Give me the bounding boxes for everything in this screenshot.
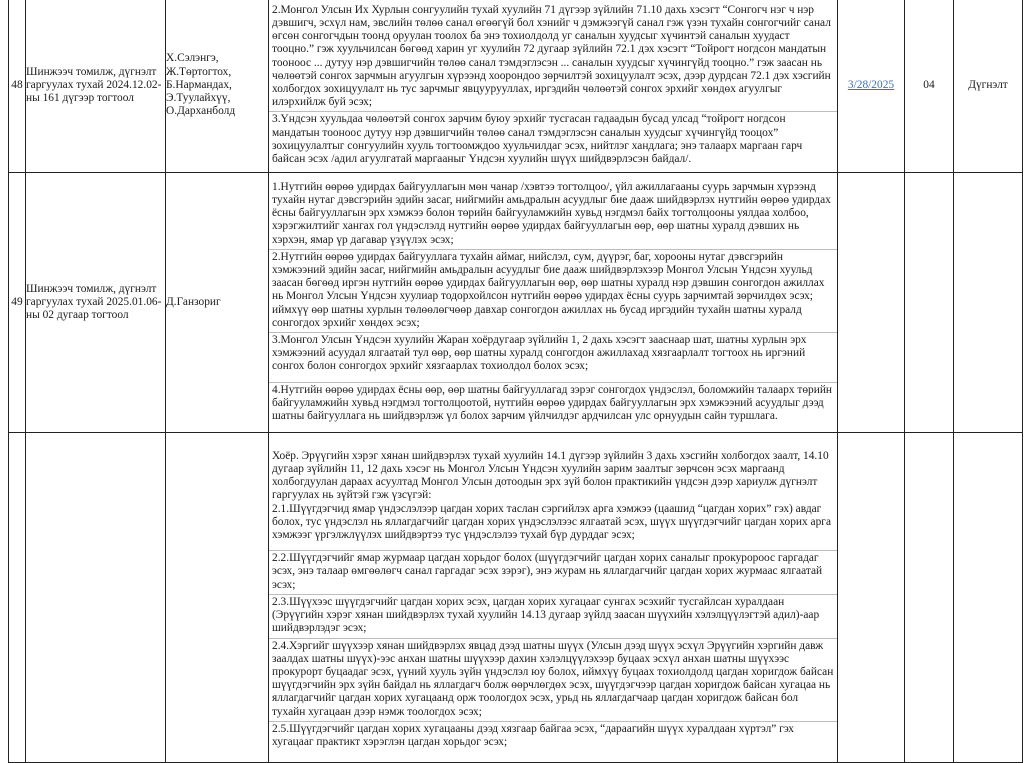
question-paragraph: 2.2.Шүүгдэгчийг ямар журмаар цагдан хорьдог болох (шүүгдэгчийг цагдан хорих саналыг прокуророос гаргадаг эсэх, энэ талаар өмгөөлөгч санал гаргадаг эсэх зэрэг), энэ журам нь яллагдагчийг цагдан хорих журмаас ялгаатай эсэх; xyxy=(269,551,837,595)
date-cell xyxy=(838,433,905,763)
question-paragraph: 2.Монгол Улсын Их Хурлын сонгуулийн тухай хуулийн 71 дүгээр зүйлийн 71.10 дахь хэсэгт “Сонгогч нэг ч нэр дэвшигч, эсхүл нам, эвслийн төлөө санал өгөөгүй бол хэнийг ч дэмжээгүй санал гэж үзэн тухайн сонгогчийг санал өгсөн сонгогчдын тоонд оруулан тоолох ба энэ тохиолдолд уг саналын хуудсыг хүчинтэй саналын хуудаст тооцно.” гэж хуульчилсан бөгөөд харин уг хуулийн 72 дугаар зүйлийн 72.1 дэх хэсэгт “Тойрогт ногдсон мандатын тооноос ... дутуу нэр дэвшигчийн төлөө санал тэмдэглэсэн ... саналын хуудсыг хүчингүйд тооцно.” гэж заасан нь чөлөөтэй сонгох зарчмын агуулгын хүрээнд хоорондоо зөрчилтэй зохицуулалт эсэх, дээр дурдсан 72.1 дэх хэсгийн холбогдох зохицуулалт нь тус зарчмыг явцуурууллах, иргэдийн чөлөөтэй сонгох эрхийг хөндөх агуулгыг илэрхийлж буй эсэх; xyxy=(269,3,837,113)
author-name: Х.Сэлэнгэ, xyxy=(166,52,219,65)
resolution-title: Шинжээч томилж, дүгнэлт гаргуулах тухай 2024.12.02-ны 161 дүгээр тогтоол xyxy=(26,0,166,173)
authors-cell xyxy=(166,0,269,173)
row-number: 49 xyxy=(9,173,26,433)
table-row xyxy=(9,173,1023,433)
type-cell xyxy=(954,433,1023,763)
question-paragraph: 2.5.Шүүгдэгчийг цагдан хорих хугацааны дээд хязгаар байгаа эсэх, “дараагийн шүүх хуралдаан хүртэл” гэх хугацааг практикт хэрэглэн цагдан хорьдог эсэх; xyxy=(272,722,794,748)
date-cell xyxy=(838,173,905,433)
author-name: Д.Ганзориг xyxy=(166,295,221,308)
question-paragraph: 3.Үндсэн хуульдаа чөлөөтэй сонгох зарчим буюу эрхийг тусгасан гадаадын бусад улсад “тойрогт ногдсон мандатын тооноос дутуу нэр дэвшигчийн төлөө санал тэмдэглэсэн саналын хуудсыг хүчингүйд тооцох” зохицуулалтыг сонгуулийн хууль тогтоомждоо хуульчилдаг эсэх, нийтлэг хандлага; энэ талаарх маргаан гарч байсан эсэх /адил агуулгатай маргааныг Үндсэн хуулийн шүүх шийдвэрлэсэн байдал/. xyxy=(272,113,803,166)
questions-cell xyxy=(269,433,838,763)
authors-cell xyxy=(166,433,269,763)
question-paragraph: 1.Нутгийн өөрөө удирдах байгууллагын мөн чанар /хэвтээ тогтолцоо/, үйл ажиллагааны суурь зарчмын хүрээнд тухайн нутаг дэвсгэрийн эдийн засаг, нийгмийн амьдралын асуудлыг бие дааж шийдвэрлэх нутгийн өөрөө удирдах ёсны байгууллагын эрх хэмжээ болон төрийн байгууламжийн хувьд нэгдмэл байх тогтолцооны уялдаа холбоо, хэрэгжилтийг хангах гол үндэслэлд нутгийн өөрөө удирдах байгууллагын өөр, өөр шатны хуралд дэвших нь хэрхэн, ямар үр дагавар үзүүлэх эсэх; xyxy=(269,180,837,250)
count-cell: 04 xyxy=(905,0,954,173)
author-name: Э.Туулайхүү, xyxy=(166,92,231,105)
questions-cell xyxy=(269,173,838,433)
resolution-title: Шинжээч томилж, дүгнэлт гаргуулах тухай 2025.01.06-ны 02 дугаар тогтоол xyxy=(26,173,166,433)
author-name: Б.Нармандах, xyxy=(166,78,232,91)
question-paragraph: 2.4.Хэргийг шүүхээр хянан шийдвэрлэх явцад дээд шатны шүүх (Улсын дээд шүүх эсхүл Эрүүгийн хэргийн давж заалдах шатны шүүх)-ээс анхан шатны шүүхээр дахин хэлэлцүүлэхээр буцаах эсхүл анхан шатны шүүхээс прокурорт буцаадаг эсэх, үүний хууль зүйн үндэслэл юу болох, иймхүү буцаах тохиолдолд цагдан хоригдож байсан шүүгдэгчийн эрх зүйн байдал нь яллагдагч болж өөрчлөгдөх эсэх, шүүгдэгчээр цагдан хоригдож байсан хугацаа нь яллагдагчийг цагдан хорих хугацаанд орж тоологдох эсэх, урьд нь яллагдагчаар цагдан хоригдож байсан бол тухайн хугацаан дээр нэмж тоологдох эсэх; xyxy=(269,639,837,722)
question-paragraph: 3.Монгол Улсын Үндсэн хуулийн Жаран хоёрдугаар зүйлийн 1, 2 дахь хэсэгт зааснаар шат, шатны хурлын эрх хэмжээний асуудал ялгаатай тул өөр, өөр шатны хуралд сонгогдон ажиллахад хязгаарлалт тогтоох нь иргэний сонгох болон сонгогдох эрхийг хязгаарлах тохиолдол болох эсэх; xyxy=(269,333,837,383)
date-cell xyxy=(838,0,905,173)
table-row xyxy=(9,0,1023,173)
question-paragraph: 2.Нутгийн өөрөө удирдах байгууллага тухайн аймаг, нийслэл, сум, дүүрэг, баг, хорооны нутаг дэвсгэрийн хэмжээний эдийн засаг, нийгмийн амьдралын асуудлыг бие дааж шийдвэрлэхээр Монгол Улсын Үндсэн хуульд заасан бөгөөд иргэн нутгийн өөрөө удирдах байгууллагын өөр, өөр шатны хуралд нэр дэвшин сонгогдон ажиллах нь Монгол Улсын Үндсэн хуулиар тодорхойлсон нутгийн өөрөө удирдах ёсны суурь зарчимтай зөрчилдөх эсэх; иймхүү өөр шатны хурлын төлөөлөгчөөр давхар сонгогдон ажиллах нь бусад иргэдийн тухайн шатны хуралд сонгогдох эрхийг хөндөх эсэх; xyxy=(269,250,837,333)
row-number xyxy=(9,433,26,763)
author-name: О.Дарханболд xyxy=(166,105,236,118)
authors-cell xyxy=(166,173,269,433)
questions-cell xyxy=(269,0,838,173)
table-row xyxy=(9,433,1023,763)
resolution-title xyxy=(26,433,166,763)
count-cell xyxy=(905,173,954,433)
question-paragraph: Хоёр. Эрүүгийн хэрэг хянан шийдвэрлэх тухай хуулийн 14.1 дүгээр зүйлийн 3 дахь хэсгийн холбогдох заалт, 14.10 дугаар зүйлийн 11, 12 дахь хэсэг нь Монгол Улсын Үндсэн хуулийн зарим заалтыг зөрчсөн эсэх маргаанд холбогдуулан дараах асуултад Монгол Улсын дотоодын эрх зүй болон практикийн үндсэн дээр хариулж дүгнэлт гаргуулах нь зүйтэй гэж үзсүгэй: 2.1.Шүүгдэгчид ямар үндэслэлээр цагдан хорих таслан сэргийлэх арга хэмжээ (цаашид “цагдан хорих” гэх) авдаг болох, тус үндэслэл нь яллагдагчийг цагдан хорих үндэслэлээс ялгаатай эсэх, шүүх шүүгдэгчийг цагдан хорих арга хэмжээг үргэлжлүүлэх шийдвэртээ тус үндэслэлээ тухай бүр дурддаг эсэх; xyxy=(269,444,837,551)
type-cell: Дүгнэлт xyxy=(954,0,1023,173)
row-number: 48 xyxy=(9,0,26,173)
date-link[interactable]: 3/28/2025 xyxy=(847,78,895,91)
type-cell xyxy=(954,173,1023,433)
question-paragraph: 4.Нутгийн өөрөө удирдах ёсны өөр, өөр шатны байгууллагад зэрэг сонгогдох үндэслэл, боломжийн талаарх төрийн байгууламжийн хувьд нэгдмэл тогтолцоотой, нутгийн өөрөө удирдах байгууллагын эрх хэмжээний асуудлыг дээд шатны байгууллага нь шийдвэрлэж үл болох зарчим үйлчилдэг ардчилсан улс орнуудын сайн туршлага. xyxy=(272,383,833,423)
document-table xyxy=(8,0,1023,763)
question-paragraph: 2.3.Шүүхээс шүүгдэгчийг цагдан хорих эсэх, цагдан хорих хугацааг сунгах эсэхийг тусгайлсан хуралдаан (Эрүүгийн хэрэг хянан шийдвэрлэх тухай хуулийн 14.13 дугаар зүйлд заасан шүүхийн хэлэлцүүлэгтэй адил)-аар шийдвэрлэдэг эсэх; xyxy=(269,595,837,639)
author-name: Ж.Төртогтох, xyxy=(166,65,232,78)
count-cell xyxy=(905,433,954,763)
